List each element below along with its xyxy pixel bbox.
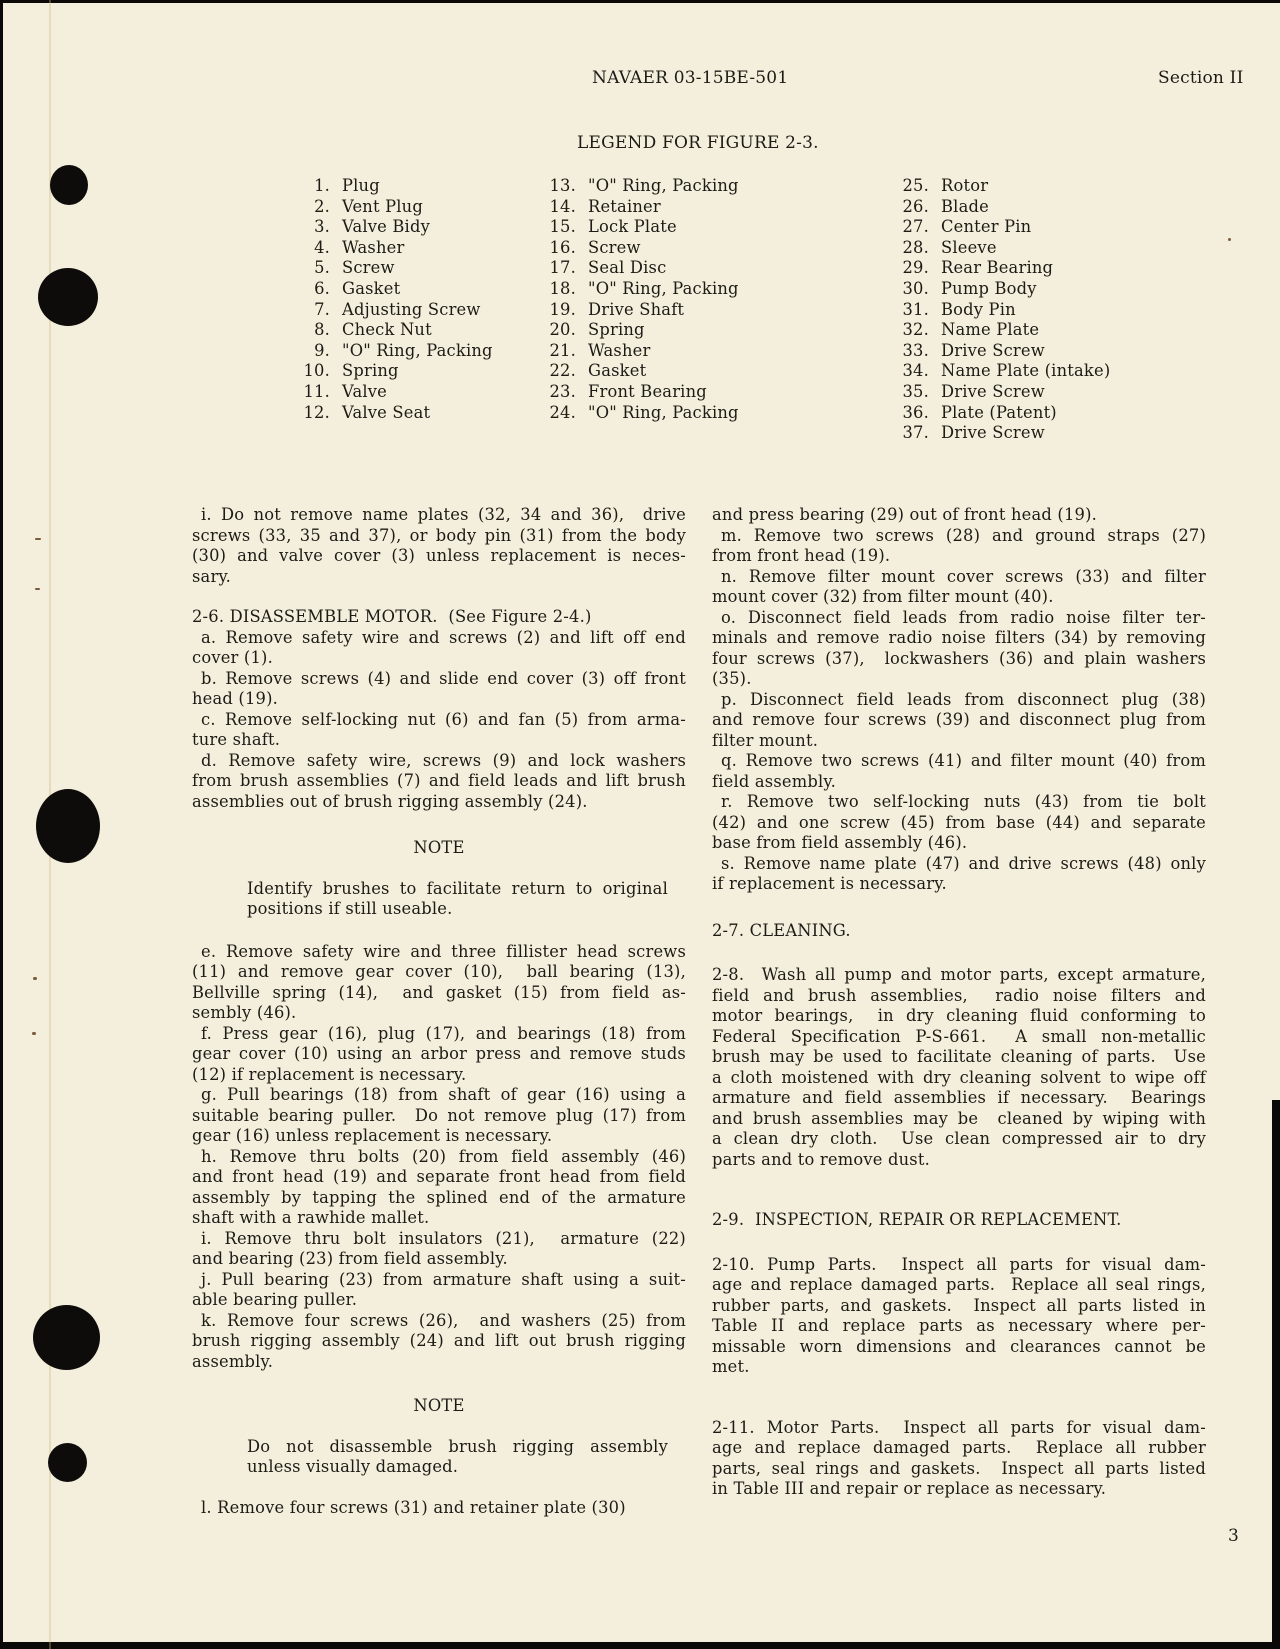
- legend-item: [300, 361, 493, 382]
- text-line: sary.: [192, 566, 232, 586]
- legend-item-label: "O" Ring, Packing: [342, 340, 493, 360]
- page-edge-top: [0, 0, 1280, 3]
- legend-item-number: 17.: [549, 258, 576, 278]
- legend-item: [893, 382, 1110, 403]
- text-line: and brush assemblies may be cleaned by wiping with: [712, 1108, 1206, 1128]
- legend-item-number: 3.: [314, 217, 330, 237]
- legend-item-number: 10.: [303, 361, 330, 381]
- legend-item: [300, 320, 493, 341]
- text-line: a cloth moistened with dry cleaning solvent to wipe off: [712, 1067, 1206, 1087]
- punch-hole: [33, 1305, 100, 1370]
- legend-item-number: 18.: [549, 278, 576, 298]
- legend-item-label: Adjusting Screw: [342, 299, 481, 319]
- note-text: [247, 1437, 668, 1478]
- legend-item: [540, 238, 739, 259]
- legend-item-number: 1.: [314, 176, 330, 195]
- legend-item: [300, 341, 493, 362]
- text-line: and remove four screws (39) and disconnect plug from: [712, 710, 1206, 729]
- text-line: parts, seal rings and gaskets. Inspect all parts listed: [712, 1458, 1206, 1478]
- text-line: r. Remove two self-locking nuts (43) from tie bolt: [721, 792, 1206, 811]
- punch-hole: [50, 165, 88, 205]
- legend-item-label: Rotor: [941, 176, 989, 195]
- text-line: n. Remove filter mount cover screws (33) and filter: [721, 566, 1206, 586]
- legend-item-number: 32.: [902, 320, 929, 340]
- text-line: head (19).: [192, 689, 279, 708]
- text-line: (11) and remove gear cover (10), ball bearing (13),: [192, 962, 686, 981]
- paragraph-k: [192, 1311, 686, 1373]
- text-line: q. Remove two screws (41) and filter mount (40) from: [721, 751, 1206, 770]
- text-line: parts and to remove dust.: [712, 1149, 930, 1169]
- text-line: Do not disassemble brush rigging assembly: [247, 1436, 668, 1456]
- legend-item-label: "O" Ring, Packing: [588, 176, 739, 195]
- paragraph-i: [192, 505, 686, 587]
- legend-item: [893, 238, 1110, 259]
- paragraph-a: [192, 628, 686, 669]
- legend-item-label: Spring: [342, 361, 399, 381]
- legend-item-number: 13.: [549, 176, 576, 195]
- text-line: from front head (19).: [712, 546, 891, 565]
- legend-item: [893, 258, 1110, 279]
- legend-item-number: 22.: [549, 361, 576, 381]
- text-line: armature and field assemblies if necessary. Bearings: [712, 1088, 1206, 1107]
- heading-2-9: 2-9. INSPECTION, REPAIR OR REPLACEMENT.: [712, 1210, 1122, 1229]
- legend-item: [893, 361, 1110, 382]
- punch-hole: [48, 1443, 87, 1482]
- text-line: assemblies out of brush rigging assembly (24).: [192, 791, 588, 811]
- text-line: mount cover (32) from filter mount (40).: [712, 587, 1054, 606]
- doc-number: NAVAER 03-15BE-501: [592, 68, 789, 88]
- paragraph-i2: [192, 1229, 686, 1270]
- text-line: four screws (37), lockwashers (36) and plain washers: [712, 648, 1206, 668]
- legend-item: [300, 403, 493, 424]
- text-line: brush rigging assembly (24) and lift out brush rigging: [192, 1331, 686, 1350]
- legend-item-number: 2.: [314, 196, 330, 216]
- text-line: age and replace damaged parts. Replace all rubber: [712, 1438, 1206, 1457]
- text-line: h. Remove thru bolts (20) from field assembly (46): [201, 1146, 686, 1166]
- legend-item-label: "O" Ring, Packing: [588, 402, 739, 422]
- legend-item: [893, 300, 1110, 321]
- text-line: b. Remove screws (4) and slide end cover (3) off front: [201, 668, 686, 688]
- paragraph-n: [712, 567, 1206, 608]
- paragraph-f: [192, 1024, 686, 1086]
- paragraph-2-11: [712, 1418, 1206, 1500]
- body-column-left: [192, 505, 686, 1518]
- text-line: and front head (19) and separate front head from field: [192, 1167, 686, 1186]
- text-line: met.: [712, 1357, 750, 1376]
- legend-item-number: 20.: [549, 320, 576, 340]
- legend-item-label: Drive Shaft: [588, 299, 685, 319]
- legend-item: [300, 300, 493, 321]
- paragraph-p: [712, 690, 1206, 752]
- legend-item-label: Front Bearing: [588, 381, 707, 401]
- legend-item: [893, 341, 1110, 362]
- text-line: (35).: [712, 669, 752, 688]
- legend-item-label: Sleeve: [941, 237, 997, 257]
- paragraph-b: [192, 669, 686, 710]
- page-edge-left: [0, 0, 3, 1649]
- text-line: gear cover (10) using an arbor press and remove studs: [192, 1044, 686, 1063]
- legend-item: [540, 300, 739, 321]
- legend-item-number: 19.: [549, 299, 576, 319]
- legend-item-number: 16.: [549, 237, 576, 257]
- text-line: gear (16) unless replacement is necessary.: [192, 1126, 553, 1145]
- text-line: field and brush assemblies, radio noise filters and: [712, 985, 1206, 1005]
- paragraph-e: [192, 942, 686, 1024]
- legend-item-label: Gasket: [342, 278, 401, 298]
- text-line: suitable bearing puller. Do not remove plug (17) from: [192, 1105, 686, 1125]
- text-line: Table II and replace parts as necessary where per-: [712, 1316, 1206, 1335]
- legend-item-label: Lock Plate: [588, 217, 677, 237]
- text-line: able bearing puller.: [192, 1290, 358, 1309]
- legend-item: [300, 238, 493, 259]
- legend-item-number: 4.: [314, 237, 330, 257]
- legend-item-number: 27.: [902, 217, 929, 237]
- paragraph-l: [192, 1498, 686, 1519]
- note-heading: NOTE: [413, 1396, 465, 1415]
- paragraph-c: [192, 710, 686, 751]
- legend-item: [540, 361, 739, 382]
- legend-item-number: 12.: [303, 402, 330, 422]
- text-line: and bearing (23) from field assembly.: [192, 1249, 508, 1268]
- text-line: c. Remove self-locking nut (6) and fan (5) from arma-: [201, 709, 686, 729]
- scan-speck: [32, 1032, 36, 1035]
- legend-column-2: [540, 176, 739, 423]
- text-line: Bellville spring (14), and gasket (15) from field as-: [192, 982, 686, 1002]
- legend-item-number: 30.: [902, 278, 929, 298]
- page-edge-right: [1272, 1100, 1280, 1649]
- heading-2-7: 2-7. CLEANING.: [712, 920, 851, 940]
- legend-item-number: 29.: [902, 258, 929, 278]
- legend-item: [540, 176, 739, 197]
- text-line: a. Remove safety wire and screws (2) and lift off end: [201, 627, 686, 647]
- text-line: (42) and one screw (45) from base (44) and separate: [712, 812, 1206, 832]
- legend-item-label: Name Plate: [941, 320, 1040, 340]
- legend-item: [540, 382, 739, 403]
- legend-item-number: 36.: [902, 402, 929, 422]
- legend-item-number: 11.: [303, 381, 330, 401]
- legend-item: [300, 217, 493, 238]
- page-number: 3: [1228, 1526, 1240, 1546]
- legend-item-label: Drive Screw: [941, 423, 1045, 443]
- text-line: motor bearings, in dry cleaning fluid conforming to: [712, 1006, 1206, 1025]
- text-line: g. Pull bearings (18) from shaft of gear (16) using a: [201, 1085, 686, 1104]
- text-line: field assembly.: [712, 771, 837, 791]
- paragraph-r: [712, 792, 1206, 854]
- legend-item-number: 14.: [549, 196, 576, 216]
- legend-item-label: Drive Screw: [941, 381, 1045, 401]
- text-line: m. Remove two screws (28) and ground straps (27): [721, 525, 1206, 545]
- scan-speck: [35, 538, 41, 540]
- text-line: sembly (46).: [192, 1003, 297, 1022]
- legend-item: [893, 279, 1110, 300]
- legend-item-label: Check Nut: [342, 320, 432, 340]
- text-line: brush may be used to facilitate cleaning of parts. Use: [712, 1047, 1206, 1066]
- legend-item-label: Rear Bearing: [941, 258, 1054, 278]
- text-line: minals and remove radio noise filters (34) by removing: [712, 628, 1206, 647]
- legend-item-label: Plug: [342, 176, 380, 195]
- text-line: assembly by tapping the splined end of the armature: [192, 1187, 686, 1207]
- legend-item: [893, 176, 1110, 197]
- text-line: cover (1).: [192, 648, 273, 667]
- legend-item-number: 23.: [549, 381, 576, 401]
- legend-item: [540, 320, 739, 341]
- text-line: Federal Specification P-S-661. A small non-metallic: [712, 1026, 1206, 1046]
- text-line: i. Do not remove name plates (32, 34 and 36), drive: [201, 505, 686, 524]
- punch-hole: [36, 789, 100, 863]
- text-line: filter mount.: [712, 730, 819, 750]
- legend-item-label: Name Plate (intake): [941, 361, 1111, 381]
- legend-item-number: 21.: [549, 340, 576, 360]
- legend-item-label: Screw: [342, 258, 395, 278]
- legend-item-label: Seal Disc: [588, 258, 667, 278]
- paragraph-q: [712, 751, 1206, 792]
- legend-item-number: 7.: [314, 299, 330, 319]
- paragraph-2-8: [712, 965, 1206, 1170]
- text-line: e. Remove safety wire and three fillister head screws: [201, 941, 686, 961]
- legend-item: [540, 403, 739, 424]
- legend-item: [300, 197, 493, 218]
- legend-item: [893, 403, 1110, 424]
- scan-speck: [35, 588, 40, 590]
- paragraph-j: [192, 1270, 686, 1311]
- legend-item-number: 34.: [902, 361, 929, 381]
- text-line: 2-10. Pump Parts. Inspect all parts for visual dam-: [712, 1254, 1206, 1274]
- note-text: [247, 879, 668, 920]
- legend-item-number: 24.: [549, 402, 576, 422]
- legend-item: [893, 423, 1110, 444]
- text-line: unless visually damaged.: [247, 1457, 459, 1476]
- paragraph-s: [712, 854, 1206, 895]
- text-line: positions if still useable.: [247, 899, 453, 918]
- text-line: s. Remove name plate (47) and drive screws (48) only: [721, 853, 1206, 873]
- paragraph-d: [192, 751, 686, 813]
- text-line: i. Remove thru bolt insulators (21), armature (22): [201, 1228, 686, 1248]
- text-line: f. Press gear (16), plug (17), and bearings (18) from: [201, 1023, 686, 1043]
- legend-item-label: "O" Ring, Packing: [588, 278, 739, 298]
- punch-hole: [38, 268, 98, 326]
- text-line: ture shaft.: [192, 730, 281, 749]
- legend-item-label: Vent Plug: [342, 196, 423, 216]
- legend-item-number: 28.: [902, 237, 929, 257]
- text-line: screws (33, 35 and 37), or body pin (31) from the body: [192, 525, 686, 545]
- text-line: (12) if replacement is necessary.: [192, 1064, 467, 1084]
- legend-item: [540, 197, 739, 218]
- text-line: and press bearing (29) out of front head (19).: [712, 505, 1097, 524]
- paragraph-2-10: [712, 1255, 1206, 1378]
- legend-item-number: 33.: [902, 340, 929, 360]
- text-line: l. Remove four screws (31) and retainer plate (30): [201, 1497, 626, 1517]
- legend-item-number: 9.: [314, 340, 330, 360]
- note-heading: NOTE: [413, 838, 465, 857]
- legend-item-label: Pump Body: [941, 278, 1037, 298]
- legend-item-number: 25.: [902, 176, 929, 195]
- legend-item: [300, 279, 493, 300]
- legend-column-1: [300, 176, 493, 423]
- legend-item-label: Valve Bidy: [342, 217, 430, 237]
- paragraph-l-continued: [712, 505, 1206, 526]
- page-edge-bottom: [0, 1642, 1280, 1649]
- legend-item-label: Plate (Patent): [941, 402, 1057, 422]
- legend-item-number: 37.: [902, 423, 929, 443]
- text-line: assembly.: [192, 1351, 274, 1371]
- legend-item-label: Spring: [588, 320, 645, 340]
- legend-item: [300, 258, 493, 279]
- legend-item-label: Screw: [588, 237, 641, 257]
- body-column-right: [712, 505, 1206, 1500]
- scan-speck: [1228, 238, 1231, 241]
- legend-item: [540, 258, 739, 279]
- legend-item-label: Valve Seat: [342, 402, 431, 422]
- text-line: base from field assembly (46).: [712, 833, 968, 852]
- legend-item-label: Center Pin: [941, 217, 1032, 237]
- text-line: p. Disconnect field leads from disconnect plug (38): [721, 689, 1206, 709]
- text-line: shaft with a rawhide mallet.: [192, 1208, 430, 1227]
- text-line: rubber parts, and gaskets. Inspect all parts listed in: [712, 1295, 1206, 1315]
- legend-item: [540, 279, 739, 300]
- text-line: d. Remove safety wire, screws (9) and lock washers: [201, 750, 686, 770]
- text-line: from brush assemblies (7) and field leads and lift brush: [192, 771, 686, 790]
- text-line: if replacement is necessary.: [712, 874, 947, 893]
- legend-item-number: 6.: [314, 278, 330, 298]
- text-line: age and replace damaged parts. Replace all seal rings,: [712, 1275, 1206, 1294]
- legend-item-number: 35.: [902, 381, 929, 401]
- legend-item: [540, 341, 739, 362]
- legend-item-label: Drive Screw: [941, 340, 1045, 360]
- legend-item-number: 26.: [902, 196, 929, 216]
- section-label: Section II: [1158, 68, 1244, 88]
- legend-item: [893, 217, 1110, 238]
- paragraph-g: [192, 1085, 686, 1147]
- text-line: 2-8. Wash all pump and motor parts, except armature,: [712, 965, 1206, 984]
- paragraph-m: [712, 526, 1206, 567]
- legend-item: [300, 382, 493, 403]
- legend-item-label: Washer: [588, 340, 651, 360]
- text-line: a clean dry cloth. Use clean compressed air to dry: [712, 1129, 1206, 1148]
- text-line: (30) and valve cover (3) unless replacement is neces-: [192, 546, 686, 565]
- scan-speck: [33, 977, 37, 980]
- legend-item-label: Retainer: [588, 196, 661, 216]
- text-line: k. Remove four screws (26), and washers (25) from: [201, 1310, 686, 1330]
- text-line: missable worn dimensions and clearances cannot be: [712, 1336, 1206, 1356]
- legend-item-label: Blade: [941, 196, 989, 216]
- heading-2-6: 2-6. DISASSEMBLE MOTOR. (See Figure 2-4.): [192, 607, 592, 626]
- legend-item-number: 8.: [314, 320, 330, 340]
- legend-item-label: Gasket: [588, 361, 647, 381]
- text-line: Identify brushes to facilitate return to original: [247, 878, 668, 898]
- legend-item-number: 5.: [314, 258, 330, 278]
- legend-item-number: 15.: [549, 217, 576, 237]
- text-line: in Table III and repair or replace as necessary.: [712, 1479, 1107, 1498]
- legend-item: [893, 197, 1110, 218]
- text-line: 2-11. Motor Parts. Inspect all parts for visual dam-: [712, 1417, 1206, 1437]
- text-line: o. Disconnect field leads from radio noise filter ter-: [721, 607, 1206, 627]
- legend-item-label: Body Pin: [941, 299, 1016, 319]
- legend-item-label: Washer: [342, 237, 405, 257]
- paragraph-h: [192, 1147, 686, 1229]
- legend-title: LEGEND FOR FIGURE 2-3.: [577, 133, 819, 153]
- legend-item: [893, 320, 1110, 341]
- legend-item-number: 31.: [902, 299, 929, 319]
- text-line: j. Pull bearing (23) from armature shaft using a suit-: [201, 1269, 686, 1289]
- legend-item: [300, 176, 493, 197]
- legend-column-3: [893, 176, 1110, 444]
- legend-item: [540, 217, 739, 238]
- legend-item-label: Valve: [342, 381, 388, 401]
- paragraph-o: [712, 608, 1206, 690]
